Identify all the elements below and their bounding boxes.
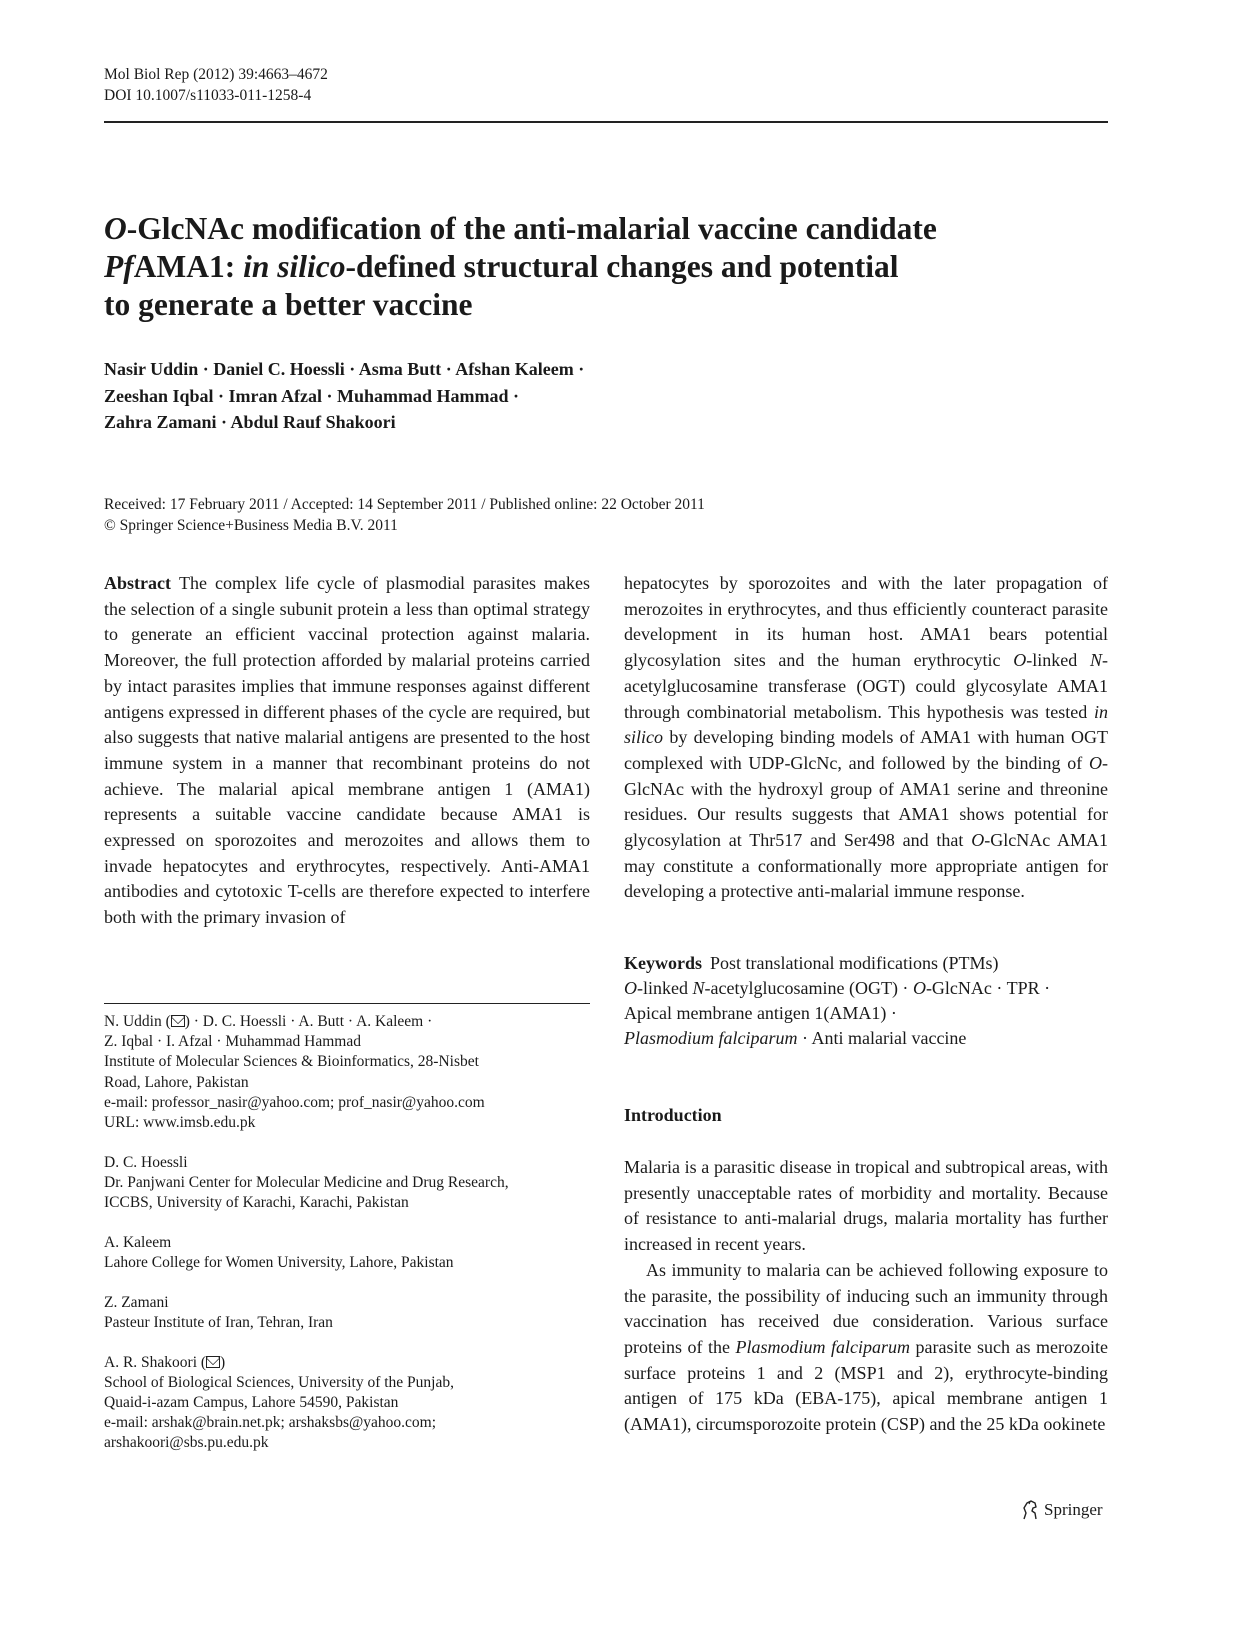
affil-names: A. R. Shakoori (	[104, 1353, 207, 1371]
publisher-logo	[1020, 1499, 1103, 1521]
abstract-text-2e: -GlcNAc with the hydroxyl group of AMA1 serine and threonine residues. Our results suggests that AMA1 shows potential for glycosylation at Thr517 and Ser498 and that	[624, 752, 1108, 851]
envelope-icon	[206, 1356, 220, 1368]
keywords-heading: Keywords	[624, 953, 702, 973]
affil-institution: School of Biological Sciences, University of the Punjab,	[104, 1373, 454, 1391]
publisher-name: Springer	[1044, 1500, 1103, 1519]
italic-in-silico: in silico	[624, 701, 1108, 748]
affil-url[interactable]: URL: www.imsb.edu.pk	[104, 1114, 256, 1132]
italic-o: O	[971, 830, 985, 851]
journal-header	[104, 64, 328, 106]
keyword-ama1: Apical membrane antigen 1(AMA1) ·	[624, 1003, 897, 1023]
affil-names: Z. Zamani	[104, 1293, 169, 1311]
intro-paragraph-1: Malaria is a parasitic disease in tropical and subtropical areas, with presently unacceptable rates of morbidity and mortality. Because of resistance to anti-malarial drugs, malaria mortality has further increased in recent years.	[624, 1157, 1108, 1255]
affil-names: A. Kaleem	[104, 1233, 172, 1251]
copyright: © Springer Science+Business Media B.V. 2011	[104, 517, 398, 534]
affil-names: )	[220, 1353, 226, 1371]
affil-names: Z. Iqbal · I. Afzal · Muhammad Hammad	[104, 1033, 361, 1051]
authors-line2: Zeeshan Iqbal · Imran Afzal · Muhammad Hammad ·	[104, 385, 520, 406]
italic-n: N	[1089, 650, 1102, 671]
abstract-text-2b: -linked	[1026, 650, 1090, 671]
affil-institution: Pasteur Institute of Iran, Tehran, Iran	[104, 1313, 333, 1331]
title-line3: to generate a better vaccine	[104, 287, 473, 322]
italic-n: N	[692, 978, 705, 998]
affil-institution: Road, Lahore, Pakistan	[104, 1073, 249, 1091]
keyword-ptm: Post translational modifications (PTMs)	[710, 953, 999, 973]
affil-institution: Institute of Molecular Sciences & Bioinformatics, 28-Nisbet	[104, 1053, 479, 1071]
abstract-text-1: The complex life cycle of plasmodial parasites makes the selection of a single subunit protein a less than optimal strategy to generate an efficient vaccinal protection against malaria. Moreover, the full protection afforded by malarial proteins carried by intact parasites implies that immune responses against different antigens expressed in different phases of the cycle are required, but also suggests that native malarial antigens are presented to the host immune system in a manner that recombinant proteins do not achieve. The malarial apical membrane antigen 1 (AMA1) represents a suitable vaccine candidate because AMA1 is expressed on sporozoites and merozoites and allows them to invade hepatocytes and erythrocytes, respectively. Anti-AMA1 antibodies and cytotoxic T-cells are therefore expected to interfere both with the primary invasion of	[104, 573, 590, 928]
affiliation-5	[104, 1353, 590, 1454]
header-rule	[104, 121, 1108, 123]
doi[interactable]: DOI 10.1007/s11033-011-1258-4	[104, 87, 312, 104]
italic-o: O	[1089, 752, 1102, 773]
abstract-text-2c: -acetylglucosamine transferase (OGT) could glycosylate AMA1 through combinatorial metabolism. This hypothesis was tested	[624, 650, 1108, 722]
authors-line3: Zahra Zamani · Abdul Rauf Shakoori	[104, 412, 396, 432]
intro-paragraph-2b: parasite such as merozoite surface proteins 1 and 2 (MSP1 and 2), erythrocyte-binding antigen of 175 kDa (EBA-175), apical membrane antigen 1 (AMA1), circumsporozoite protein (CSP) and the 25 kDa ookinete	[624, 1336, 1108, 1435]
italic-o: O	[1013, 650, 1027, 671]
affil-institution: Lahore College for Women University, Lahore, Pakistan	[104, 1254, 454, 1272]
journal-citation: Mol Biol Rep (2012) 39:4663–4672	[104, 66, 328, 83]
article-title	[104, 210, 1104, 324]
springer-horse-icon	[1020, 1499, 1040, 1521]
affiliation-2	[104, 1153, 590, 1214]
affil-names: ) · D. C. Hoessli · A. Butt · A. Kaleem ·	[184, 1013, 433, 1030]
title-ama1: AMA1:	[133, 249, 244, 284]
publication-dates	[104, 494, 705, 536]
abstract-text-2a: hepatocytes by sporozoites and with the later propagation of merozoites in erythrocytes, and thus efficiently counteract parasite development in its human host. AMA1 bears potential glycosylation sites and the human erythrocytic	[624, 573, 1108, 671]
keywords	[624, 951, 1108, 1051]
envelope-icon	[171, 1015, 185, 1027]
history-dates: Received: 17 February 2011 / Accepted: 14 September 2011 / Published online: 22 October 2011	[104, 496, 705, 513]
italic-plasmodium: Plasmodium falciparum	[735, 1336, 911, 1357]
keyword-text: -linked	[637, 978, 693, 998]
intro-paragraph-2a: As immunity to malaria can be achieved following exposure to the parasite, the possibility of inducing such an immunity through vaccination has received due consideration. Various surface proteins of the	[624, 1259, 1108, 1357]
affil-email[interactable]: e-mail: arshak@brain.net.pk; arshaksbs@yahoo.com;	[104, 1414, 437, 1432]
abstract-left	[104, 571, 590, 931]
keyword-plasmodium: Plasmodium falciparum	[624, 1028, 798, 1048]
keyword-antimalarial: · Anti malarial vaccine	[797, 1028, 967, 1048]
introduction-body	[624, 1155, 1108, 1438]
title-italic-insilico: in silico	[243, 249, 346, 284]
affil-names: N. Uddin (	[104, 1013, 171, 1030]
title-italic-o: O	[104, 211, 127, 246]
affil-institution: ICCBS, University of Karachi, Karachi, Pakistan	[104, 1194, 409, 1212]
affiliation-3	[104, 1233, 590, 1273]
affiliations	[104, 1012, 590, 1473]
affil-institution: Dr. Panjwani Center for Molecular Medicine and Drug Research,	[104, 1173, 509, 1191]
abstract-heading: Abstract	[104, 573, 171, 593]
keyword-text: -acetylglucosamine (OGT) ·	[704, 978, 913, 998]
introduction-heading: Introduction	[624, 1105, 722, 1125]
affiliation-4	[104, 1293, 590, 1333]
abstract-right	[624, 571, 1108, 905]
italic-o: O	[912, 978, 926, 998]
authors-line1: Nasir Uddin · Daniel C. Hoessli · Asma Butt · Afshan Kaleem ·	[104, 359, 585, 379]
title-italic-pf: Pf	[104, 249, 134, 284]
abstract-text-2f: -GlcNAc AMA1 may constitute a conformationally more appropriate antigen for developing a protective anti-malarial immune response.	[624, 830, 1108, 902]
title-line1: -GlcNAc modification of the anti-malarial vaccine candidate	[126, 211, 937, 246]
keyword-text: -GlcNAc · TPR ·	[925, 978, 1051, 998]
affil-email[interactable]: e-mail: professor_nasir@yahoo.com; prof_nasir@yahoo.com	[104, 1093, 485, 1111]
affil-email[interactable]: arshakoori@sbs.pu.edu.pk	[104, 1434, 269, 1452]
affil-institution: Quaid-i-azam Campus, Lahore 54590, Pakistan	[104, 1394, 399, 1412]
affil-names: D. C. Hoessli	[104, 1153, 188, 1171]
footnote-rule	[104, 1003, 590, 1004]
affiliation-1	[104, 1012, 590, 1133]
author-list	[104, 356, 584, 436]
title-line2: -defined structural changes and potential	[345, 249, 899, 284]
abstract-text-2d: by developing binding models of AMA1 with human OGT complexed with UDP-GlcNc, and followed by the binding of	[624, 727, 1108, 773]
italic-o: O	[624, 978, 637, 998]
